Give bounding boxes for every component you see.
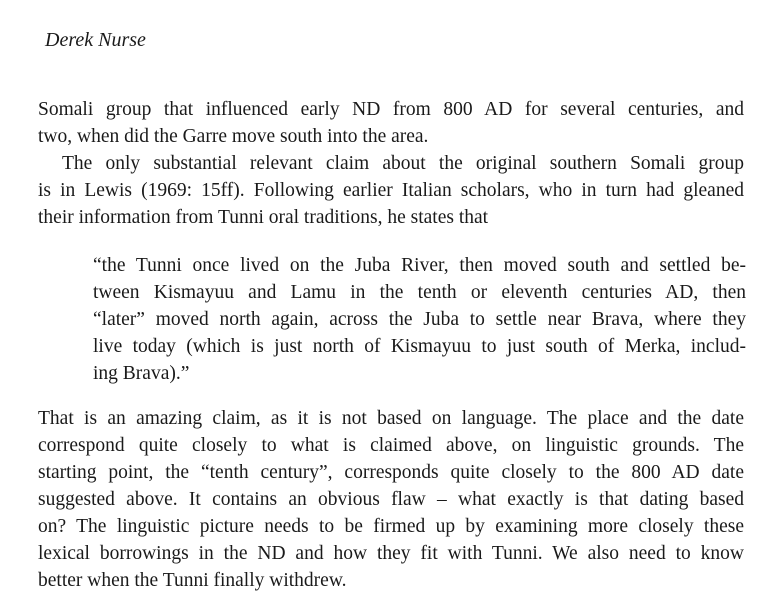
quote-line: “the Tunni once lived on the Juba River, then moved south and settled be- — [93, 255, 746, 276]
text-line: on? The linguistic picture needs to be firmed up by examining more closely these — [38, 516, 744, 537]
text-line: That is an amazing claim, as it is not based on language. The place and the date — [38, 408, 744, 429]
text-line: The only substantial relevant claim about the original southern Somali group — [62, 153, 744, 174]
text-line: Somali group that influenced early ND from 800 AD for several centuries, and — [38, 99, 744, 120]
paragraph-continued — [38, 96, 744, 150]
running-head-author: Derek Nurse — [45, 29, 146, 51]
quote-line: “later” moved north again, across the Juba to settle near Brava, where they — [93, 309, 746, 330]
text-line: better when the Tunni finally withdrew. — [38, 570, 347, 591]
paragraph-lewis-claim — [38, 150, 744, 231]
quote-line: live today (which is just north of Kismayuu to just south of Merka, includ- — [93, 336, 746, 357]
text-line: their information from Tunni oral traditions, he states that — [38, 207, 489, 228]
quote-line: tween Kismayuu and Lamu in the tenth or eleventh centuries AD, then — [93, 282, 746, 303]
block-quote — [93, 252, 746, 387]
text-line: is in Lewis (1969: 15ff). Following earlier Italian scholars, who in turn had gleaned — [38, 180, 744, 201]
text-line: correspond quite closely to what is claimed above, on linguistic grounds. The — [38, 435, 744, 456]
text-line: starting point, the “tenth century”, corresponds quite closely to the 800 AD date — [38, 462, 744, 483]
text-line: two, when did the Garre move south into the area. — [38, 126, 429, 147]
quote-line: ing Brava).” — [93, 363, 190, 384]
paragraph-analysis — [38, 405, 744, 594]
text-line: lexical borrowings in the ND and how they fit with Tunni. We also need to know — [38, 543, 744, 564]
text-line: suggested above. It contains an obvious flaw – what exactly is that dating based — [38, 489, 744, 510]
